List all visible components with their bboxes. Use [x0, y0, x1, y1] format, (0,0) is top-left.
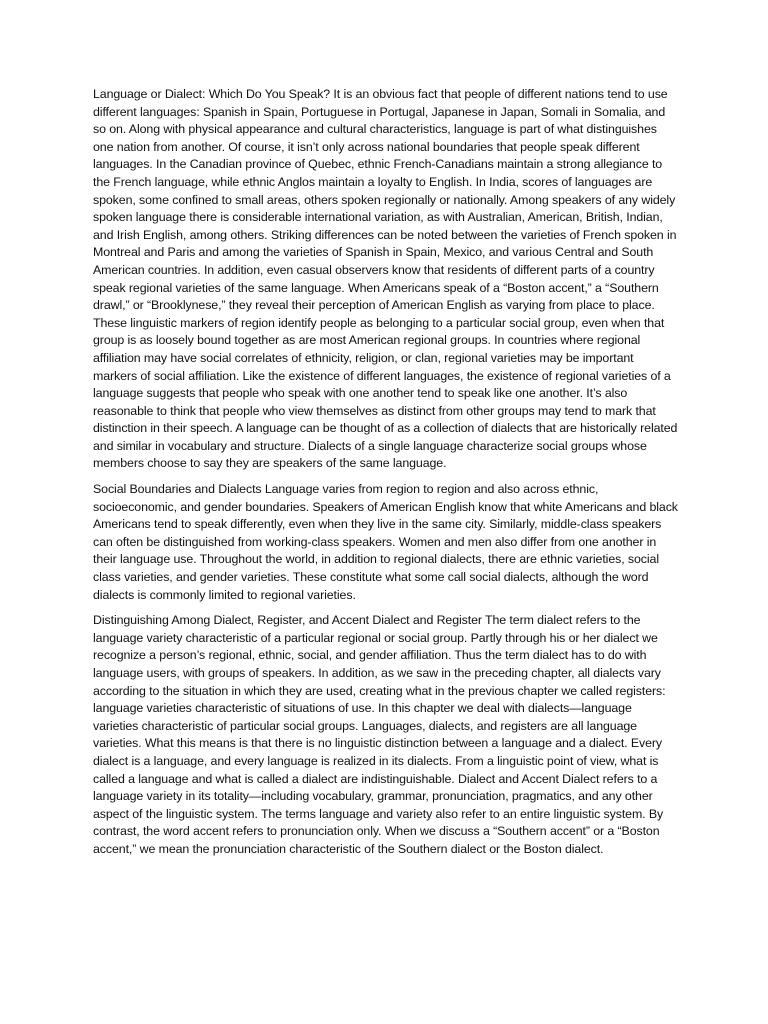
- paragraph-social-boundaries: Social Boundaries and Dialects Language varies from region to region and also across ethnic, socioeconomic, and gender boundaries. Speakers of American English know that white Americans and black Americans tend to speak differently, even when they live in the same city. Similarly, middle-class speakers can often be distinguished from working-class speakers. Women and men also differ from one another in their language use. Throughout the world, in addition to regional dialects, there are ethnic varieties, social class varieties, and gender varieties. These constitute what some call social dialects, although the word dialects is commonly limited to regional varieties.: [93, 482, 678, 602]
- paragraph-dialect-register-accent: Distinguishing Among Dialect, Register, and Accent Dialect and Register The term dialect refers to the language variety characteristic of a particular regional or social group. Partly through his or her dialect we recognize a person’s regional, ethnic, social, and gender affiliation. Thus the term dialect has to do with language users, with groups of speakers. In addition, as we saw in the preceding chapter, all dialects vary according to the situation in which they are used, creating what in the previous chapter we called registers: language varieties characteristic of situations of use. In this chapter we deal with dialects—language varieties characteristic of particular social groups. Languages, dialects, and registers are all language varieties. What this means is that there is no linguistic distinction between a language and a dialect. Every dialect is a language, and every language is realized in its dialects. From a linguistic point of view, what is called a language and what is called a dialect are indistinguishable. Dialect and Accent Dialect refers to a language variety in its totality—including vocabulary, grammar, pronunciation, pragmatics, and any other aspect of the linguistic system. The terms language and variety also refer to an entire linguistic system. By contrast, the word accent refers to pronunciation only. When we discuss a “Southern accent” or a “Boston accent,” we mean the pronunciation characteristic of the Southern dialect or the Boston dialect.: [93, 613, 666, 856]
- paragraph-language-or-dialect: Language or Dialect: Which Do You Speak? It is an obvious fact that people of different nations tend to use different languages: Spanish in Spain, Portuguese in Portugal, Japanese in Japan, Somali in Somalia, and so on. Along with physical appearance and cultural characteristics, language is part of what distinguishes one nation from another. Of course, it isn’t only across national boundaries that people speak different languages. In the Canadian province of Quebec, ethnic French-Canadians maintain a strong allegiance to the French language, while ethnic Anglos maintain a loyalty to English. In India, scores of languages are spoken, some confined to small areas, others spoken regionally or nationally. Among speakers of any widely spoken language there is considerable international variation, as with Australian, American, British, Indian, and Irish English, among others. Striking differences can be noted between the varieties of French spoken in Montreal and Paris and among the varieties of Spanish in Spain, Mexico, and various Central and South American countries. In addition, even casual observers know that residents of different parts of a country speak regional varieties of the same language. When Americans speak of a “Boston accent,” a “Southern drawl,” or “Brooklynese,” they reveal their perception of American English as varying from place to place. These linguistic markers of region identify people as belonging to a particular social group, even when that group is as loosely bound together as are most American regional groups. In countries where regional affiliation may have social correlates of ethnicity, religion, or clan, regional varieties may be important markers of social affiliation. Like the existence of different languages, the existence of regional varieties of a language suggests that people who speak with one another tend to speak like one another. It’s also reasonable to think that people who view themselves as distinct from other groups may tend to mark that distinction in their speech. A language can be thought of as a collection of dialects that are historically related and similar in vocabulary and structure. Dialects of a single language characterize social groups whose members choose to say they are speakers of the same language.: [93, 87, 678, 471]
- document-body: [93, 86, 679, 859]
